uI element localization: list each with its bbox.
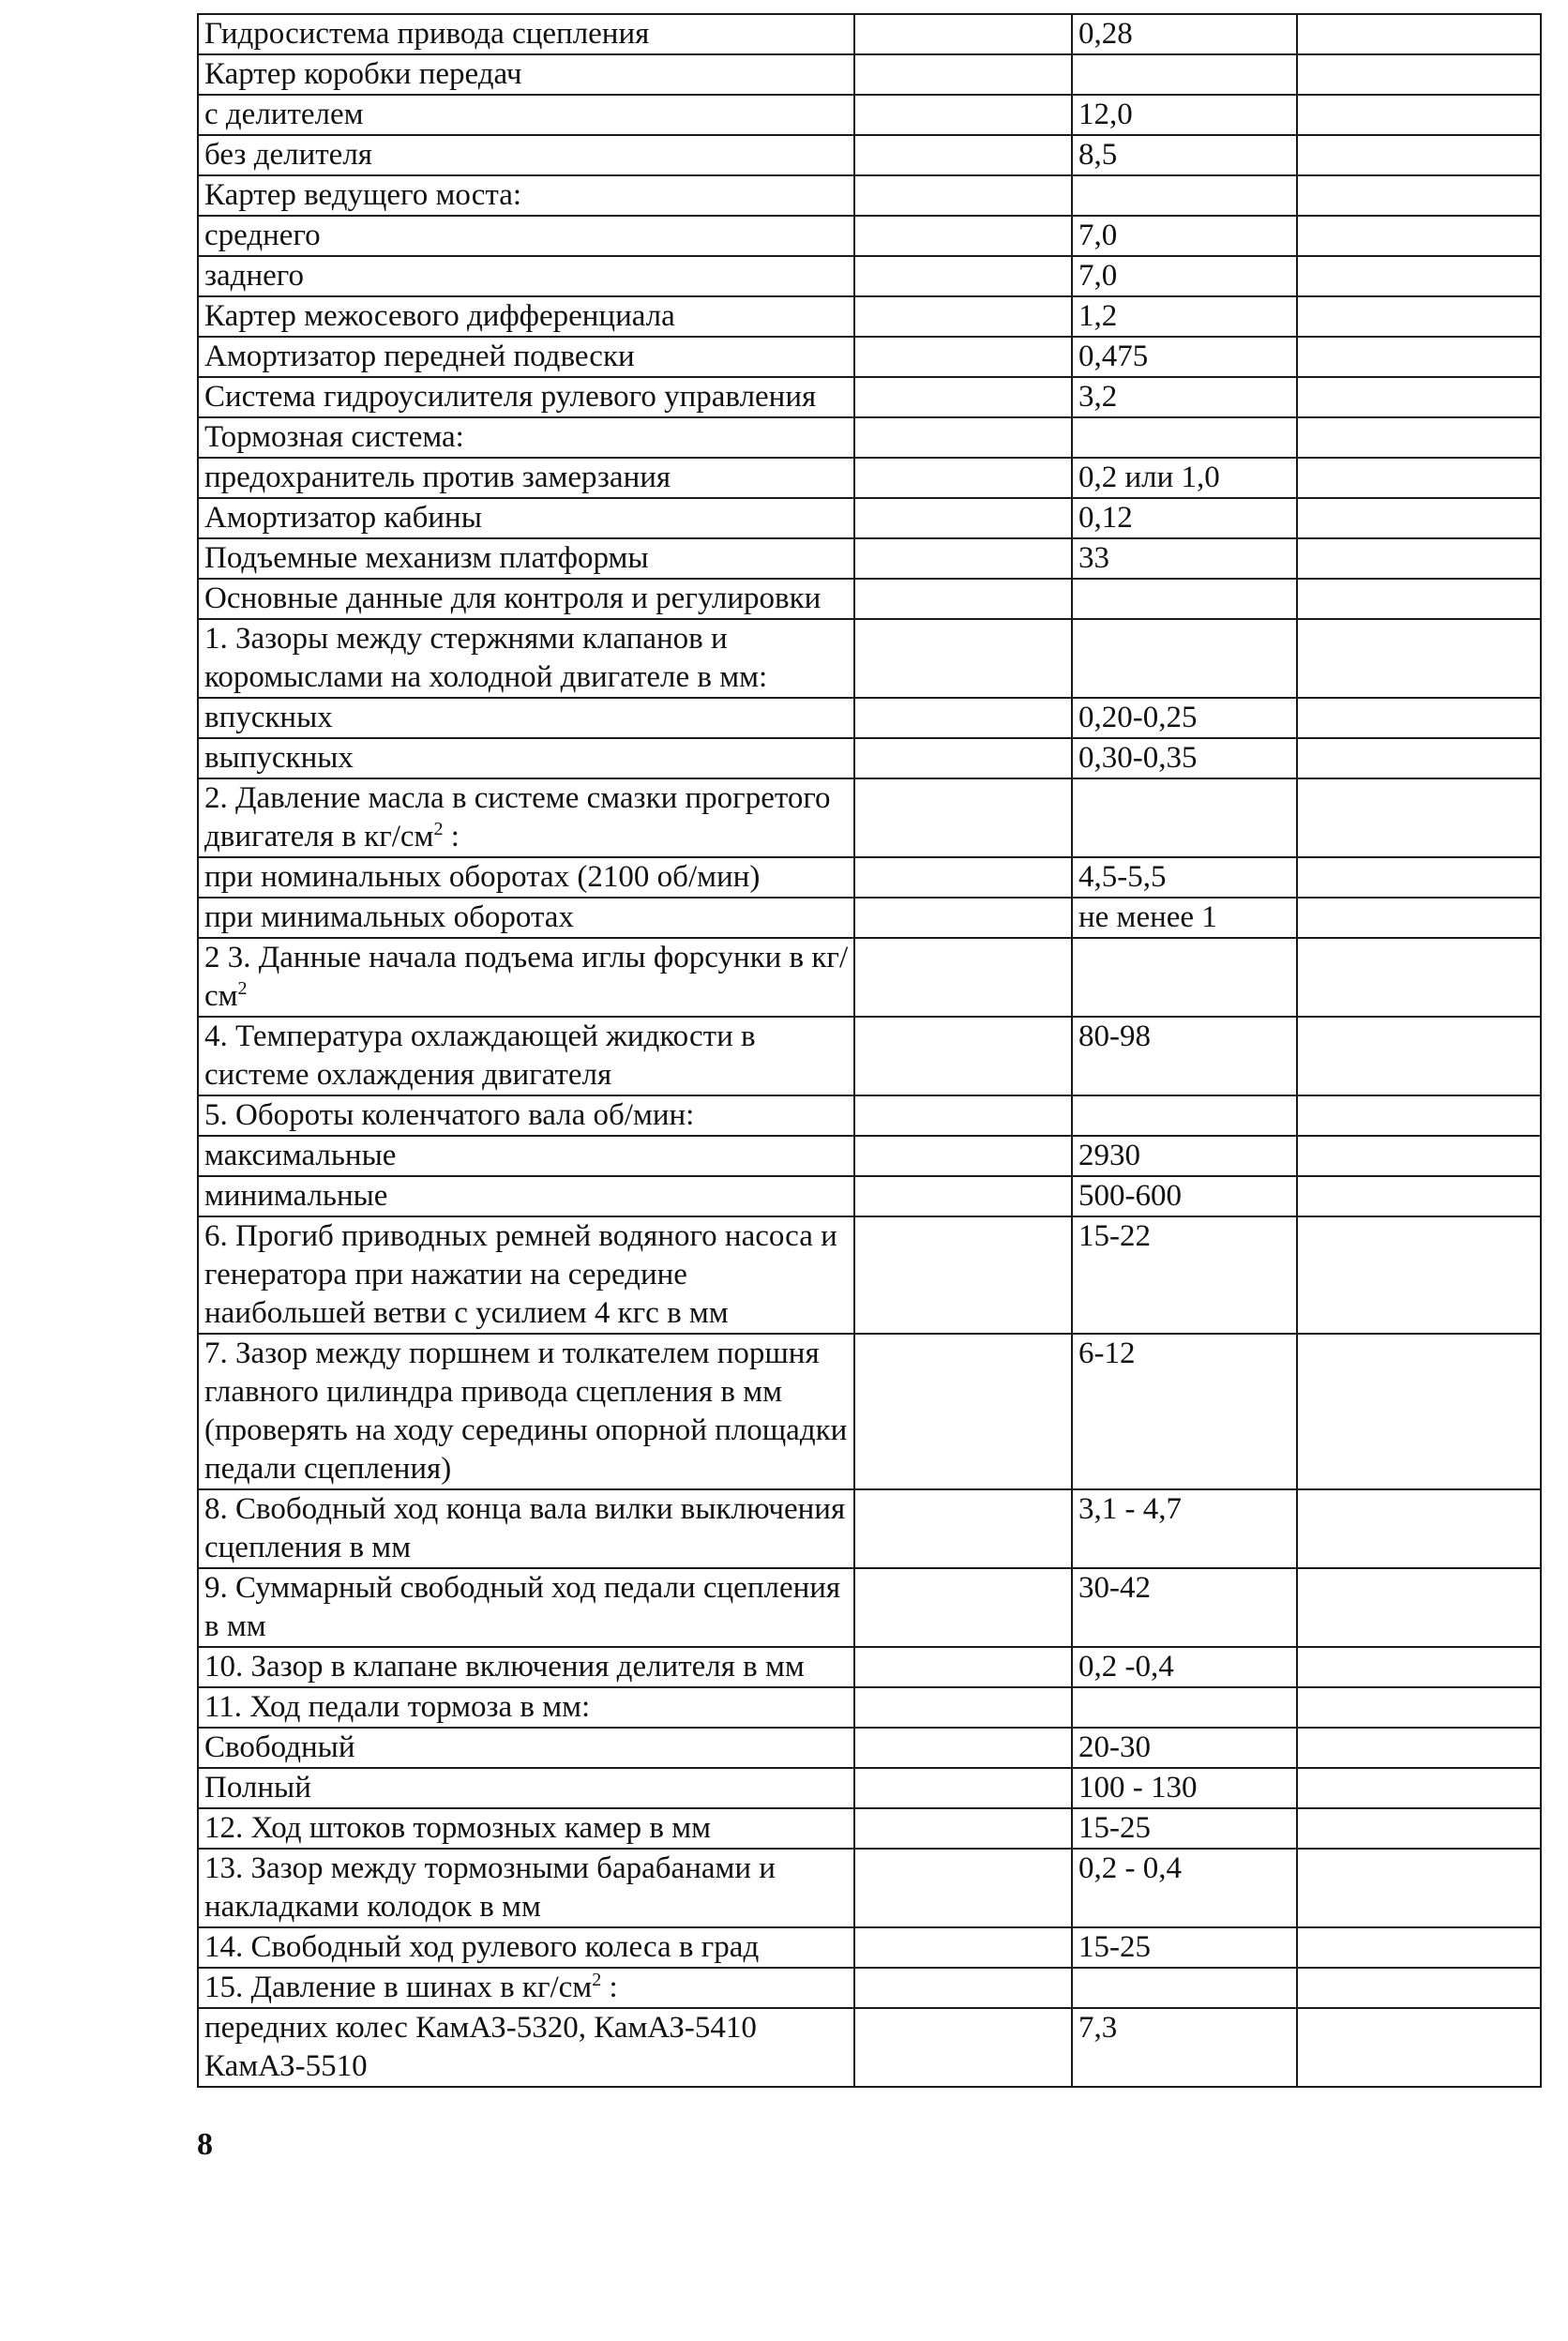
- empty-cell: [854, 417, 1072, 458]
- empty-cell: [854, 1176, 1072, 1216]
- empty-cell: [854, 377, 1072, 417]
- parameter-value: [1072, 1687, 1297, 1728]
- table-row: [198, 1489, 1541, 1568]
- table-row: [198, 296, 1541, 337]
- parameter-name-cell: [198, 54, 854, 95]
- parameter-name: 2 3. Данные начала подъема иглы форсунки в кг/см: [204, 941, 849, 1013]
- empty-cell: [1297, 1768, 1541, 1808]
- parameter-name: Гидросистема привода сцепления: [204, 17, 650, 51]
- parameter-value: 100 - 130: [1072, 1768, 1297, 1808]
- table-row: [198, 2008, 1541, 2087]
- table-row: [198, 898, 1541, 938]
- empty-cell: [1297, 216, 1541, 256]
- parameter-name-cell: [198, 619, 854, 698]
- parameter-value: 3,2: [1072, 377, 1297, 417]
- table-row: [198, 1687, 1541, 1728]
- parameter-value: 0,28: [1072, 14, 1297, 54]
- empty-cell: [854, 1687, 1072, 1728]
- table-row: [198, 1768, 1541, 1808]
- parameter-name: Система гидроусилителя рулевого управления: [204, 380, 817, 414]
- parameter-name: 10. Зазор в клапане включения делителя в мм: [204, 1650, 805, 1684]
- empty-cell: [1297, 1095, 1541, 1136]
- empty-cell: [1297, 1176, 1541, 1216]
- empty-cell: [1297, 538, 1541, 579]
- empty-cell: [854, 938, 1072, 1017]
- empty-cell: [854, 1768, 1072, 1808]
- table-row: [198, 1136, 1541, 1176]
- table-row: [198, 135, 1541, 175]
- empty-cell: [854, 1808, 1072, 1849]
- table-row: [198, 619, 1541, 698]
- parameter-value: 0,2 -0,4: [1072, 1647, 1297, 1687]
- parameter-name: Тормозная система:: [204, 420, 464, 454]
- parameter-value: 15-25: [1072, 1808, 1297, 1849]
- parameter-name: 5. Обороты коленчатого вала об/мин:: [204, 1098, 695, 1132]
- empty-cell: [854, 296, 1072, 337]
- parameter-name-cell: [198, 256, 854, 296]
- empty-cell: [1297, 1927, 1541, 1968]
- specifications-table-body: [198, 14, 1541, 2087]
- empty-cell: [854, 1334, 1072, 1489]
- parameter-name: 7. Зазор между поршнем и толкателем поршня главного цилиндра привода сцепления в мм (проверять на ходу середины опорной площадки педали сцепления): [204, 1337, 848, 1486]
- parameter-value: 30-42: [1072, 1568, 1297, 1647]
- parameter-name-cell: [198, 1095, 854, 1136]
- parameter-name: Картер межосевого дифференциала: [204, 299, 675, 333]
- table-row: [198, 738, 1541, 778]
- parameter-value: [1072, 1095, 1297, 1136]
- parameter-name-cell: [198, 1136, 854, 1176]
- parameter-name-cell: [198, 1927, 854, 1968]
- parameter-name-cell: [198, 296, 854, 337]
- empty-cell: [854, 1927, 1072, 1968]
- empty-cell: [1297, 1216, 1541, 1334]
- table-row: [198, 778, 1541, 857]
- table-row: [198, 256, 1541, 296]
- empty-cell: [1297, 1489, 1541, 1568]
- parameter-name-cell: [198, 2008, 854, 2087]
- table-row: [198, 377, 1541, 417]
- empty-cell: [1297, 337, 1541, 377]
- parameter-value: 15-22: [1072, 1216, 1297, 1334]
- table-row: [198, 1176, 1541, 1216]
- empty-cell: [854, 256, 1072, 296]
- parameter-value: 33: [1072, 538, 1297, 579]
- table-row: [198, 95, 1541, 135]
- empty-cell: [1297, 296, 1541, 337]
- parameter-name: 11. Ход педали тормоза в мм:: [204, 1690, 591, 1724]
- parameter-name-cell: [198, 498, 854, 538]
- empty-cell: [854, 1968, 1072, 2008]
- table-row: [198, 337, 1541, 377]
- table-row: [198, 938, 1541, 1017]
- parameter-value: 12,0: [1072, 95, 1297, 135]
- table-row: [198, 1808, 1541, 1849]
- empty-cell: [854, 1647, 1072, 1687]
- parameter-name: 14. Свободный ход рулевого колеса в град: [204, 1930, 760, 1964]
- parameter-name: 8. Свободный ход конца вала вилки выключения сцепления в мм: [204, 1492, 846, 1564]
- empty-cell: [854, 1489, 1072, 1568]
- parameter-name: предохранитель против замерзания: [204, 461, 671, 494]
- table-row: [198, 1216, 1541, 1334]
- table-row: [198, 1568, 1541, 1647]
- empty-cell: [854, 738, 1072, 778]
- empty-cell: [854, 54, 1072, 95]
- empty-cell: [1297, 498, 1541, 538]
- parameter-value: 3,1 - 4,7: [1072, 1489, 1297, 1568]
- parameter-name: выпускных: [204, 741, 354, 775]
- empty-cell: [854, 337, 1072, 377]
- table-row: [198, 698, 1541, 738]
- parameter-name-cell: [198, 1849, 854, 1927]
- parameter-name: 9. Суммарный свободный ход педали сцепления в мм: [204, 1571, 841, 1643]
- empty-cell: [854, 898, 1072, 938]
- parameter-name: 6. Прогиб приводных ремней водяного насоса и генератора при нажатии на середине наибольшей ветви с усилием 4 кгс в мм: [204, 1219, 837, 1330]
- parameter-value: не менее 1: [1072, 898, 1297, 938]
- parameter-value: 1,2: [1072, 296, 1297, 337]
- empty-cell: [1297, 898, 1541, 938]
- empty-cell: [1297, 1017, 1541, 1095]
- parameter-value: 7,3: [1072, 2008, 1297, 2087]
- parameter-value: 6-12: [1072, 1334, 1297, 1489]
- parameter-value: 0,2 - 0,4: [1072, 1849, 1297, 1927]
- parameter-name-cell: [198, 417, 854, 458]
- parameter-name-suffix: :: [601, 1971, 618, 2004]
- empty-cell: [854, 698, 1072, 738]
- empty-cell: [854, 1095, 1072, 1136]
- unit-superscript: 2: [237, 978, 248, 999]
- empty-cell: [1297, 1568, 1541, 1647]
- unit-superscript: 2: [433, 819, 444, 839]
- table-row: [198, 1849, 1541, 1927]
- parameter-name: впускных: [204, 701, 333, 734]
- empty-cell: [1297, 14, 1541, 54]
- parameter-name: Подъемные механизм платформы: [204, 541, 649, 575]
- empty-cell: [854, 1216, 1072, 1334]
- empty-cell: [854, 857, 1072, 898]
- empty-cell: [854, 619, 1072, 698]
- parameter-name-cell: [198, 1687, 854, 1728]
- parameter-value: 0,2 или 1,0: [1072, 458, 1297, 498]
- empty-cell: [1297, 738, 1541, 778]
- empty-cell: [1297, 2008, 1541, 2087]
- empty-cell: [1297, 417, 1541, 458]
- parameter-name: 1. Зазоры между стержнями клапанов и коромыслами на холодной двигателе в мм:: [204, 622, 768, 694]
- parameter-name-cell: [198, 898, 854, 938]
- table-row: [198, 1968, 1541, 2008]
- parameter-value: [1072, 1968, 1297, 2008]
- table-row: [198, 1017, 1541, 1095]
- parameter-name: Амортизатор кабины: [204, 501, 482, 535]
- parameter-name: с делителем: [204, 98, 364, 131]
- empty-cell: [1297, 1808, 1541, 1849]
- empty-cell: [1297, 54, 1541, 95]
- empty-cell: [854, 1849, 1072, 1927]
- parameter-name: Основные данные для контроля и регулировки: [204, 581, 822, 615]
- parameter-name: заднего: [204, 259, 304, 293]
- empty-cell: [1297, 377, 1541, 417]
- parameter-name-cell: [198, 1968, 854, 2008]
- parameter-name: при минимальных оборотах: [204, 900, 574, 934]
- parameter-value: 15-25: [1072, 1927, 1297, 1968]
- empty-cell: [1297, 135, 1541, 175]
- parameter-name-cell: [198, 458, 854, 498]
- parameter-name-cell: [198, 1176, 854, 1216]
- table-row: [198, 54, 1541, 95]
- parameter-name-cell: [198, 1647, 854, 1687]
- parameter-name: Амортизатор передней подвески: [204, 340, 635, 373]
- empty-cell: [1297, 857, 1541, 898]
- specifications-table: [197, 13, 1542, 2088]
- parameter-name: Картер ведущего моста:: [204, 178, 522, 212]
- empty-cell: [1297, 1334, 1541, 1489]
- empty-cell: [854, 175, 1072, 216]
- parameter-name: 4. Температура охлаждающей жидкости в системе охлаждения двигателя: [204, 1019, 756, 1092]
- empty-cell: [1297, 619, 1541, 698]
- parameter-value: [1072, 175, 1297, 216]
- parameter-value: [1072, 619, 1297, 698]
- empty-cell: [1297, 175, 1541, 216]
- table-row: [198, 1728, 1541, 1768]
- table-row: [198, 216, 1541, 256]
- parameter-name-cell: [198, 1017, 854, 1095]
- parameter-value: 80-98: [1072, 1017, 1297, 1095]
- table-row: [198, 175, 1541, 216]
- parameter-name-cell: [198, 1216, 854, 1334]
- empty-cell: [1297, 778, 1541, 857]
- empty-cell: [854, 1017, 1072, 1095]
- parameter-name: 2. Давление масла в системе смазки прогретого двигателя в кг/см: [204, 781, 831, 853]
- table-row: [198, 1927, 1541, 1968]
- empty-cell: [1297, 698, 1541, 738]
- parameter-value: 2930: [1072, 1136, 1297, 1176]
- parameter-name: Картер коробки передач: [204, 57, 522, 91]
- empty-cell: [1297, 938, 1541, 1017]
- empty-cell: [1297, 1968, 1541, 2008]
- parameter-value: [1072, 417, 1297, 458]
- empty-cell: [1297, 1728, 1541, 1768]
- table-row: [198, 1095, 1541, 1136]
- parameter-value: 0,20-0,25: [1072, 698, 1297, 738]
- table-row: [198, 1334, 1541, 1489]
- empty-cell: [854, 458, 1072, 498]
- parameter-value: 500-600: [1072, 1176, 1297, 1216]
- parameter-name: 15. Давление в шинах в кг/см: [204, 1971, 593, 2004]
- parameter-name: при номинальных оборотах (2100 об/мин): [204, 860, 761, 894]
- empty-cell: [1297, 579, 1541, 619]
- parameter-name: без делителя: [204, 138, 372, 172]
- empty-cell: [854, 778, 1072, 857]
- empty-cell: [854, 216, 1072, 256]
- empty-cell: [854, 579, 1072, 619]
- table-row: [198, 14, 1541, 54]
- empty-cell: [854, 14, 1072, 54]
- table-row: [198, 538, 1541, 579]
- parameter-name-cell: [198, 337, 854, 377]
- parameter-name-cell: [198, 1489, 854, 1568]
- empty-cell: [854, 2008, 1072, 2087]
- unit-superscript: 2: [592, 1970, 602, 1990]
- parameter-name-cell: [198, 216, 854, 256]
- empty-cell: [1297, 256, 1541, 296]
- parameter-value: 8,5: [1072, 135, 1297, 175]
- empty-cell: [854, 1568, 1072, 1647]
- table-row: [198, 417, 1541, 458]
- parameter-value: [1072, 54, 1297, 95]
- parameter-name: минимальные: [204, 1179, 388, 1213]
- parameter-name-cell: [198, 1334, 854, 1489]
- parameter-name-cell: [198, 135, 854, 175]
- empty-cell: [854, 135, 1072, 175]
- parameter-name: 13. Зазор между тормозными барабанами и накладками колодок в мм: [204, 1851, 776, 1924]
- empty-cell: [1297, 458, 1541, 498]
- parameter-value: 0,475: [1072, 337, 1297, 377]
- parameter-value: 0,30-0,35: [1072, 738, 1297, 778]
- parameter-name-cell: [198, 579, 854, 619]
- empty-cell: [854, 538, 1072, 579]
- parameter-name-cell: [198, 738, 854, 778]
- empty-cell: [854, 95, 1072, 135]
- empty-cell: [1297, 95, 1541, 135]
- empty-cell: [1297, 1849, 1541, 1927]
- table-row: [198, 579, 1541, 619]
- parameter-value: 7,0: [1072, 216, 1297, 256]
- parameter-name: передних колес КамАЗ-5320, КамАЗ-5410 КамАЗ-5510: [204, 2011, 757, 2083]
- parameter-name-cell: [198, 1568, 854, 1647]
- table-row: [198, 1647, 1541, 1687]
- table-row: [198, 857, 1541, 898]
- parameter-name-cell: [198, 857, 854, 898]
- parameter-name: 12. Ход штоков тормозных камер в мм: [204, 1811, 711, 1845]
- page-number: 8: [197, 2127, 213, 2162]
- empty-cell: [854, 1728, 1072, 1768]
- parameter-value: [1072, 579, 1297, 619]
- parameter-value: [1072, 778, 1297, 857]
- empty-cell: [1297, 1136, 1541, 1176]
- parameter-name: максимальные: [204, 1139, 397, 1172]
- parameter-name-cell: [198, 778, 854, 857]
- parameter-name: Свободный: [204, 1730, 355, 1764]
- table-row: [198, 458, 1541, 498]
- parameter-name: Полный: [204, 1771, 311, 1805]
- parameter-name: среднего: [204, 219, 321, 252]
- table-row: [198, 498, 1541, 538]
- empty-cell: [1297, 1647, 1541, 1687]
- parameter-name-cell: [198, 1768, 854, 1808]
- parameter-value: 0,12: [1072, 498, 1297, 538]
- parameter-name-cell: [198, 175, 854, 216]
- parameter-value: 7,0: [1072, 256, 1297, 296]
- parameter-name-cell: [198, 538, 854, 579]
- parameter-name-cell: [198, 938, 854, 1017]
- parameter-name-cell: [198, 14, 854, 54]
- parameter-name-cell: [198, 1808, 854, 1849]
- parameter-name-cell: [198, 377, 854, 417]
- parameter-name-cell: [198, 1728, 854, 1768]
- empty-cell: [854, 1136, 1072, 1176]
- empty-cell: [1297, 1687, 1541, 1728]
- empty-cell: [854, 498, 1072, 538]
- parameter-name-suffix: :: [443, 820, 460, 853]
- parameter-value: 20-30: [1072, 1728, 1297, 1768]
- parameter-value: 4,5-5,5: [1072, 857, 1297, 898]
- parameter-value: [1072, 938, 1297, 1017]
- parameter-name-cell: [198, 698, 854, 738]
- parameter-name-cell: [198, 95, 854, 135]
